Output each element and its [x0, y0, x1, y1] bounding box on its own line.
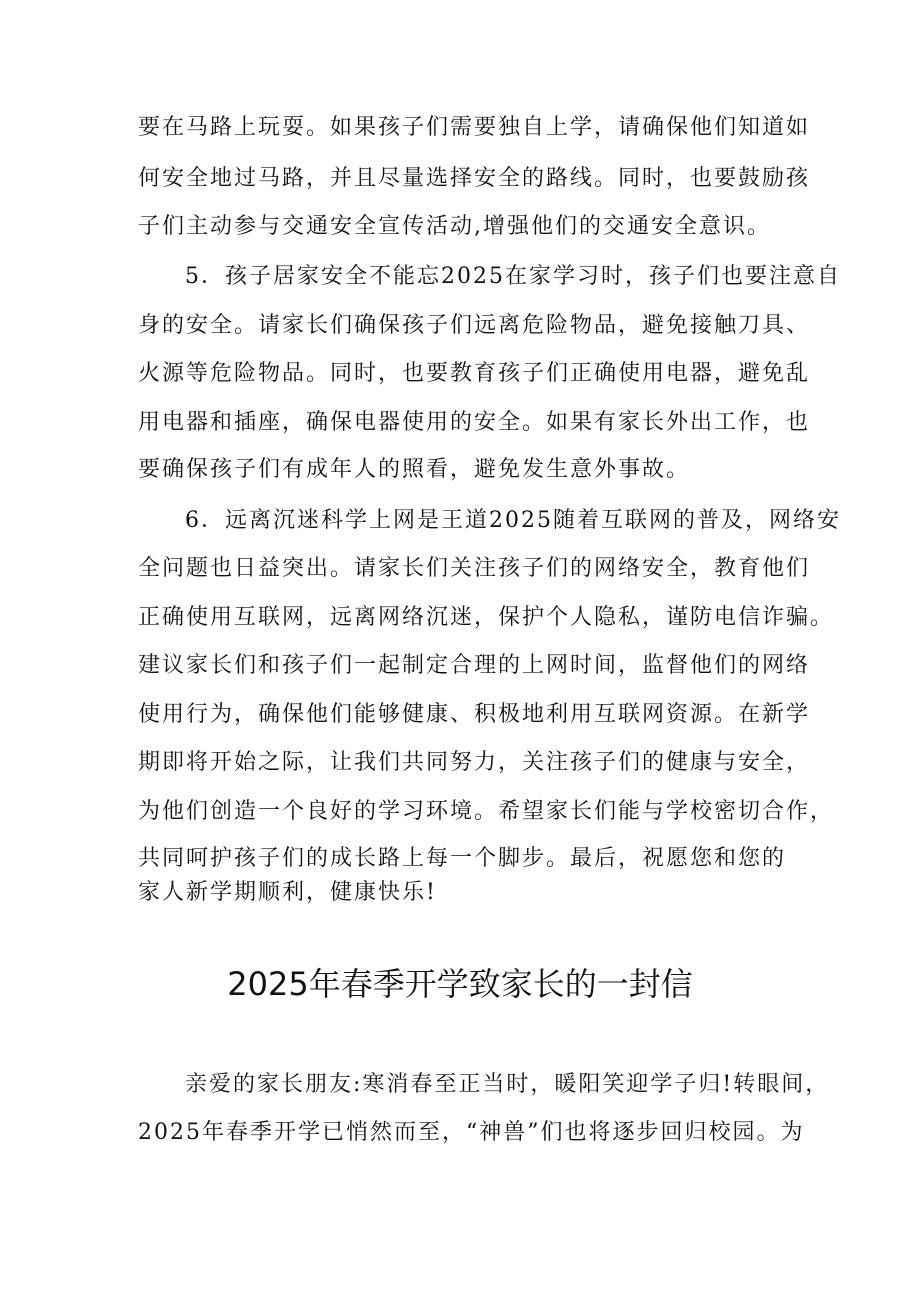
- letter-intro-line: 亲爱的家长朋友:寒消春至正当时，暖阳笑迎学子归!转眼间，: [185, 1072, 830, 1097]
- paragraph-line: 火源等危险物品。同时，也要教育孩子们正确使用电器，避免乱: [138, 361, 811, 386]
- paragraph-line: 家人新学期顺利，健康快乐!: [138, 880, 437, 905]
- paragraph-line: 使用行为，确保他们能够健康、积极地利用互联网资源。在新学: [138, 702, 811, 727]
- section-5-heading-line: 5．孩子居家安全不能忘2025在家学习时，孩子们也要注意自: [185, 264, 841, 289]
- paragraph-line: 身的安全。请家长们确保孩子们远离危险物品，避免接触刀具、: [138, 313, 811, 338]
- paragraph-line: 何安全地过马路，并且尽量选择安全的路线。同时，也要鼓励孩: [138, 166, 811, 191]
- section-6-heading-line: 6．远离沉迷科学上网是王道2025随着互联网的普及，网络安: [185, 508, 841, 533]
- paragraph-line: 期即将开始之际，让我们共同努力，关注孩子们的健康与安全，: [138, 750, 811, 775]
- paragraph-line: 建议家长们和孩子们一起制定合理的上网时间，监督他们的网络: [138, 653, 811, 678]
- paragraph-line: 用电器和插座，确保电器使用的安全。如果有家长外出工作，也: [138, 410, 811, 435]
- paragraph-line: 正确使用互联网，远离网络沉迷，保护个人隐私，谨防电信诈骗。: [138, 605, 835, 630]
- paragraph-line: 要在马路上玩耍。如果孩子们需要独自上学，请确保他们知道如: [138, 115, 811, 140]
- paragraph-line: 子们主动参与交通安全宣传活动,增强他们的交通安全意识。: [138, 214, 771, 239]
- letter-intro-line: 2025年春季开学已悄然而至，“神兽”们也将逐步回归校园。为: [138, 1120, 805, 1145]
- paragraph-line: 共同呵护孩子们的成长路上每一个脚步。最后，祝愿您和您的: [138, 846, 787, 871]
- paragraph-line: 为他们创造一个良好的学习环境。希望家长们能与学校密切合作，: [138, 799, 835, 824]
- paragraph-line: 全问题也日益突出。请家长们关注孩子们的网络安全，教育他们: [138, 556, 811, 581]
- paragraph-line: 要确保孩子们有成年人的照看，避免发生意外事故。: [138, 457, 691, 482]
- letter-title: 2025年春季开学致家长的一封信: [227, 965, 693, 1003]
